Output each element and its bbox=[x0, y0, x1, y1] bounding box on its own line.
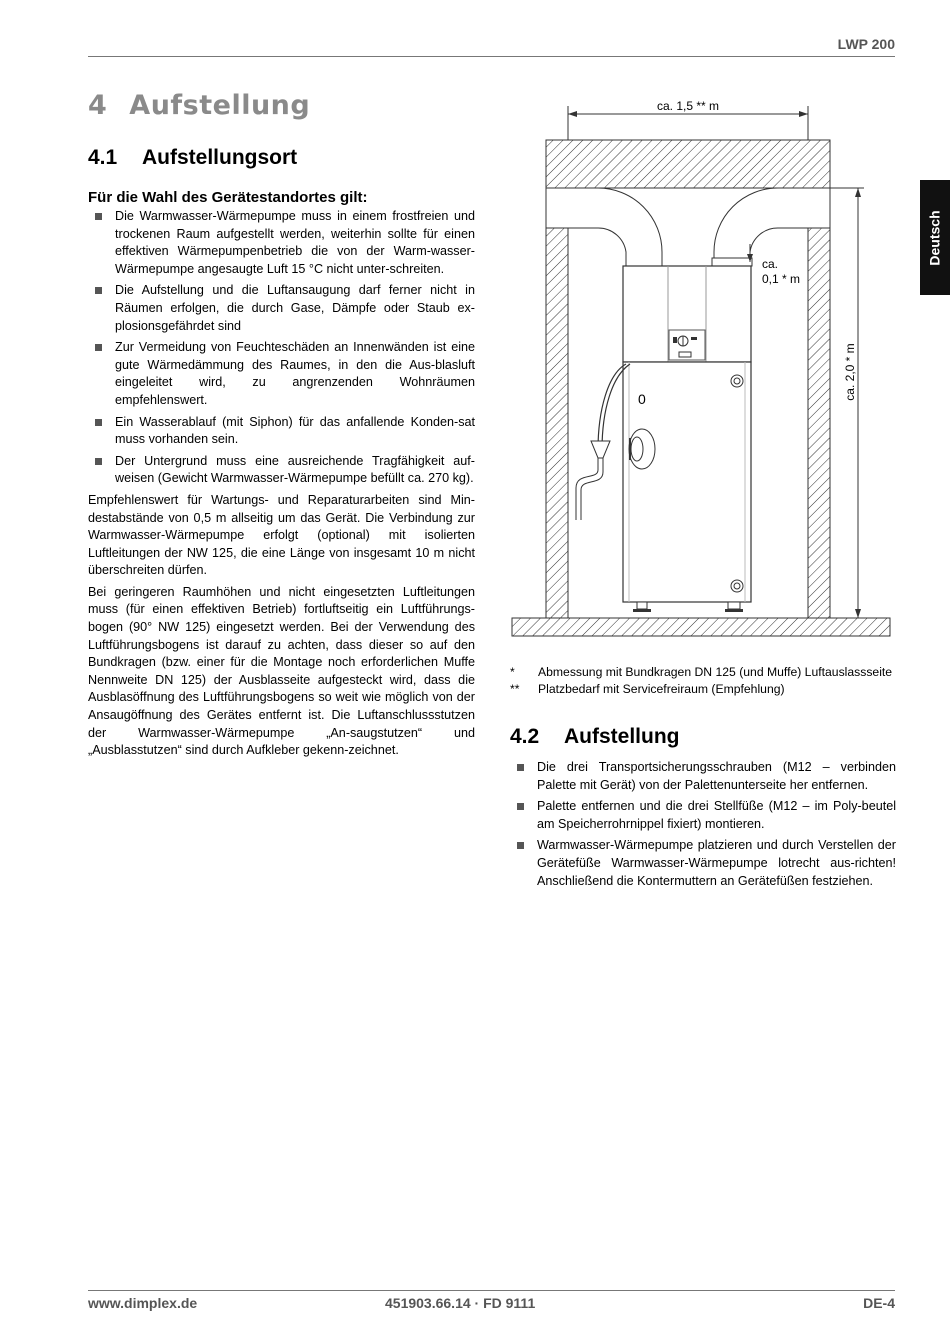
subheading: Für die Wahl des Gerätestandortes gilt: bbox=[88, 189, 368, 206]
drain-funnel-icon bbox=[591, 441, 610, 458]
bullet-square-icon bbox=[517, 842, 524, 849]
list-item: Warmwasser-Wärmepumpe platzieren und durch Verstellen der Gerätefüße Warmwasser-Wärmepumpe lotrecht aus-richten! Anschließend die Kontermuttern an Gerätefüßen festziehen. bbox=[510, 837, 896, 890]
left-wall bbox=[546, 188, 568, 618]
bullet-square-icon bbox=[95, 344, 102, 351]
bullet-square-icon bbox=[95, 458, 102, 465]
footnote: ** Platzbedarf mit Servicefreiraum (Empfehlung) bbox=[510, 682, 785, 696]
bullet-square-icon bbox=[517, 764, 524, 771]
figure-footnotes bbox=[510, 664, 892, 698]
paragraph-air-bend: Bei geringeren Raumhöhen und nicht eingesetzten Luftleitungen muss (für einen effektiven Betrieb) fortluftseitig ein Luftführungs-bogen (90° NW 125) eingesetzt werden. Bei der Verwendung des Luftführungsbogens ist darauf zu achten, dass dieser so auf den Bundkragen (bzw. einer für die Montage noch erforderlichen Muffe Nennweite DN 125) der Ausblasseite aufgesteckt wird, dass die Ausblasöffnung des Luftführungsbogens so weit wie möglich von der Ansaugöffnung des Gerätes entfernt ist. Die Luftanschlussstutzen der Warmwasser-Wärmepumpe „An-saugstutzen“ und „Ausblasstutzen“ sind durch Aufkleber gekenn-zeichnet. bbox=[88, 584, 475, 758]
list-item: Zur Vermeidung von Feuchteschäden an Innenwänden ist eine gute Wärmedämmung des Raumes, in den die Aus-blasluft eingeleitet wird, zu angrenzenden Wohnräumen empfehlenswert. bbox=[88, 339, 475, 409]
section-title: Aufstellungsort bbox=[142, 146, 298, 169]
foot bbox=[728, 602, 740, 609]
right-column bbox=[510, 759, 896, 894]
footer-page-number: DE-4 bbox=[863, 1295, 895, 1311]
section-heading-4-2 bbox=[510, 725, 680, 749]
list-item: Die Aufstellung und die Luftansaugung darf ferner nicht in Räumen erfolgen, die durch Gase, Dämpfe oder Staub ex-plosionsgefährdet sind bbox=[88, 282, 475, 335]
requirements-list bbox=[88, 208, 475, 488]
flange-icon bbox=[629, 429, 655, 469]
footer-doc-number: 451903.66.14 · FD 9111 bbox=[385, 1295, 536, 1311]
list-item: Der Untergrund muss eine ausreichende Tragfähigkeit auf-weisen (Gewicht Warmwasser-Wärmepumpe befüllt ca. 270 kg). bbox=[88, 453, 475, 488]
bullet-square-icon bbox=[517, 803, 524, 810]
list-item: Ein Wasserablauf (mit Siphon) für das anfallende Konden-sat muss vorhanden sein. bbox=[88, 414, 475, 449]
list-item: Die drei Transportsicherungsschrauben (M12 – verbinden Palette mit Gerät) von der Palettenunterseite her entfernen. bbox=[510, 759, 896, 794]
installation-steps-list bbox=[510, 759, 896, 890]
siphon-pipe bbox=[576, 458, 603, 520]
chapter-title: Aufstellung bbox=[129, 90, 311, 121]
chapter-heading bbox=[88, 90, 310, 121]
footer-website[interactable]: www.dimplex.de bbox=[88, 1295, 198, 1311]
dim-gap-label-2: 0,1 * m bbox=[762, 272, 801, 286]
footer-rule bbox=[88, 1290, 895, 1291]
control-panel-icon bbox=[669, 330, 705, 360]
paragraph-clearance: Empfehlenswert für Wartungs- und Reparaturarbeiten sind Min-destabstände von 0,5 m allseitig um das Gerät. Die Verbindung zur Warmwasser-Wärmepumpe erfolgt (optional) mit isolierten Luftleitungen der NW 125, die eine Länge von insgesamt 10 m nicht überschreiten dürfen. bbox=[88, 492, 475, 578]
list-item: Palette entfernen und die drei Stellfüße (M12 – im Poly-beutel am Speicherrohrnippel fixiert) montieren. bbox=[510, 798, 896, 833]
section-number: 4.1 bbox=[88, 146, 118, 169]
installation-diagram bbox=[505, 95, 900, 645]
ceiling-wall bbox=[546, 140, 830, 188]
display-value: 0 bbox=[638, 391, 646, 407]
left-column bbox=[88, 208, 475, 764]
header-rule bbox=[88, 56, 895, 57]
bullet-square-icon bbox=[95, 213, 102, 220]
chapter-number: 4 bbox=[88, 90, 108, 121]
dim-width-label: ca. 1,5 ** m bbox=[656, 99, 720, 113]
section-number: 4.2 bbox=[510, 725, 540, 748]
list-item: Die Warmwasser-Wärmepumpe muss in einem frostfreien und trockenen Raum aufgestellt werden, weiterhin sollte für einen effektiven Wärmepumpenbetrieb die von der Warm-wasser-Wärmepumpe angesaugte Luft 15 °C nicht unter-schreiten. bbox=[88, 208, 475, 278]
language-tab-label: Deutsch bbox=[927, 209, 944, 266]
foot bbox=[637, 602, 647, 609]
dim-height-label: ca. 2,0 * m bbox=[843, 343, 857, 401]
floor-slab bbox=[512, 618, 890, 636]
footnote: * Abmessung mit Bundkragen DN 125 (und Muffe) Luftauslassseite bbox=[510, 665, 893, 679]
language-tab bbox=[920, 180, 950, 295]
section-heading-4-1 bbox=[88, 146, 297, 170]
bullet-square-icon bbox=[95, 287, 102, 294]
right-wall bbox=[808, 188, 830, 618]
bullet-square-icon bbox=[95, 419, 102, 426]
dim-gap-label-1: ca. bbox=[762, 257, 779, 271]
header-model: LWP 200 bbox=[837, 36, 895, 52]
section-title: Aufstellung bbox=[564, 725, 680, 748]
